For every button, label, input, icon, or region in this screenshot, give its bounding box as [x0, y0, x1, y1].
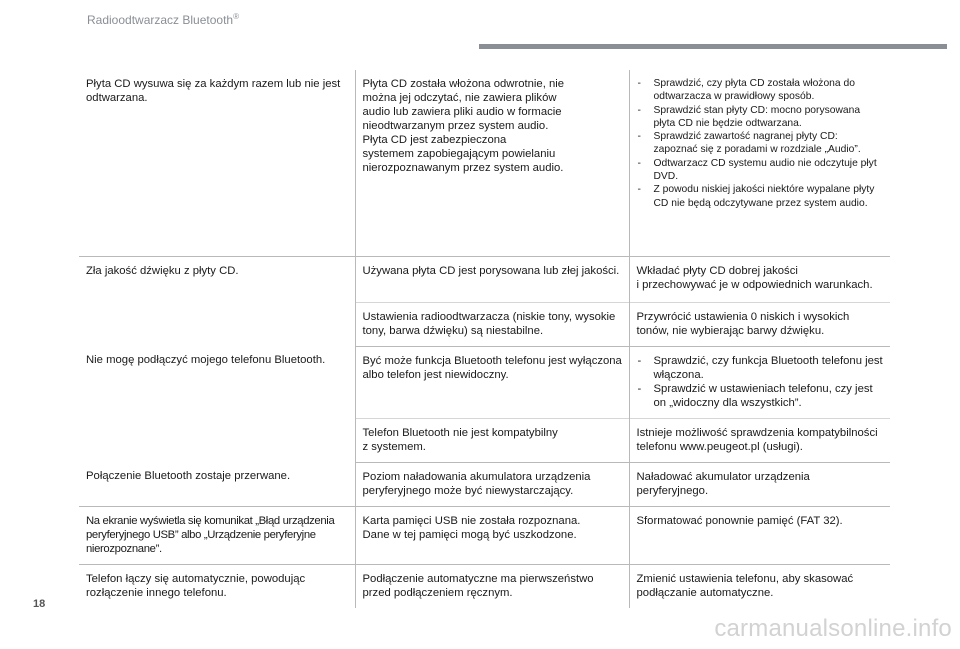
- solution-cell: [629, 346, 890, 418]
- cause-cell: Ustawienia radioodtwarzacza (niskie tony, wysokie tony, barwa dźwięku) są niestabilne.: [355, 302, 629, 346]
- problem-cell: Telefon łączy się automatycznie, powodując rozłączenie innego telefonu.: [86, 572, 306, 599]
- solution-cell: Wkładać płyty CD dobrej jakości i przechowywać je w odpowiednich warunkach.: [629, 256, 890, 302]
- cause-cell: Karta pamięci USB nie została rozpoznana. Dane w tej pamięci mogą być uszkodzone.: [355, 506, 629, 564]
- solution-list: [637, 354, 885, 410]
- problem-cell: Połączenie Bluetooth zostaje przerwane.: [79, 462, 355, 506]
- list-item: - Sprawdzić zawartość nagranej płyty CD: zapoznać się z poradami w rozdziale „Audio”.: [637, 130, 885, 157]
- cause-cell: Być może funkcja Bluetooth telefonu jest wyłączona albo telefon jest niewidoczny.: [355, 346, 629, 418]
- table-row: [79, 256, 890, 302]
- table-row: [79, 564, 890, 608]
- list-item: - Odtwarzacz CD systemu audio nie odczytuje płyt DVD.: [637, 157, 885, 184]
- cause-cell: Telefon Bluetooth nie jest kompatybilny z systemem.: [355, 418, 629, 462]
- solution-cell: [629, 70, 890, 256]
- solution-list: [637, 77, 885, 210]
- section-title: Radioodtwarzacz Bluetooth®: [87, 12, 239, 27]
- watermark: carmanualsonline.info: [714, 615, 952, 642]
- cause-cell: Poziom naładowania akumulatora urządzenia peryferyjnego może być niewystarczający.: [355, 462, 629, 506]
- problem-cell: Płyta CD wysuwa się za każdym razem lub nie jest odtwarzana.: [79, 70, 355, 256]
- cause-cell: Używana płyta CD jest porysowana lub złej jakości.: [355, 256, 629, 302]
- solution-cell: Istnieje możliwość sprawdzenia kompatybilności telefonu www.peugeot.pl (usługi).: [629, 418, 890, 462]
- solution-cell: Przywrócić ustawienia 0 niskich i wysokich tonów, nie wybierając barwy dźwięku.: [629, 302, 890, 346]
- table-row: [79, 462, 890, 506]
- page-number: 18: [33, 598, 46, 610]
- header-bar: [479, 44, 947, 49]
- solution-cell: Zmienić ustawienia telefonu, aby skasować podłączanie automatyczne.: [629, 564, 890, 608]
- cause-cell: Podłączenie automatyczne ma pierwszeństwo przed podłączeniem ręcznym.: [355, 564, 629, 608]
- solution-cell: Sformatować ponownie pamięć (FAT 32).: [629, 506, 890, 564]
- problem-cell: Na ekranie wyświetla się komunikat „Błąd urządzenia peryferyjnego USB” albo „Urządzenie peryferyjne nierozpoznane”.: [79, 506, 355, 564]
- list-item: - Sprawdzić, czy płyta CD została włożona do odtwarzacza w prawidłowy sposób.: [637, 77, 885, 104]
- list-item: - Sprawdzić, czy funkcja Bluetooth telefonu jest włączona.: [637, 354, 885, 382]
- table-row: [79, 346, 890, 418]
- troubleshooting-table: [79, 70, 890, 608]
- problem-cell: Nie mogę podłączyć mojego telefonu Bluetooth.: [86, 354, 326, 366]
- solution-cell: Naładować akumulator urządzenia peryferyjnego.: [629, 462, 890, 506]
- table-row: [79, 70, 890, 256]
- list-item: - Sprawdzić stan płyty CD: mocno porysowana płyta CD nie będzie odtwarzana.: [637, 104, 885, 131]
- list-item: - Sprawdzić w ustawieniach telefonu, czy jest on „widoczny dla wszystkich”.: [637, 382, 885, 410]
- table-row: [79, 506, 890, 564]
- problem-cell: Zła jakość dźwięku z płyty CD.: [86, 264, 239, 277]
- cause-cell: Płyta CD została włożona odwrotnie, nie można jej odczytać, nie zawiera plików audio lub zawiera pliki audio w formacie nieodtwarzanym przez system audio. Płyta CD jest zabezpieczona systemem zapobiegającym powielaniu nierozpoznawanym przez system audio.: [355, 70, 629, 256]
- list-item: - Z powodu niskiej jakości niektóre wypalane płyty CD nie będą odczytywane przez system audio.: [637, 183, 885, 210]
